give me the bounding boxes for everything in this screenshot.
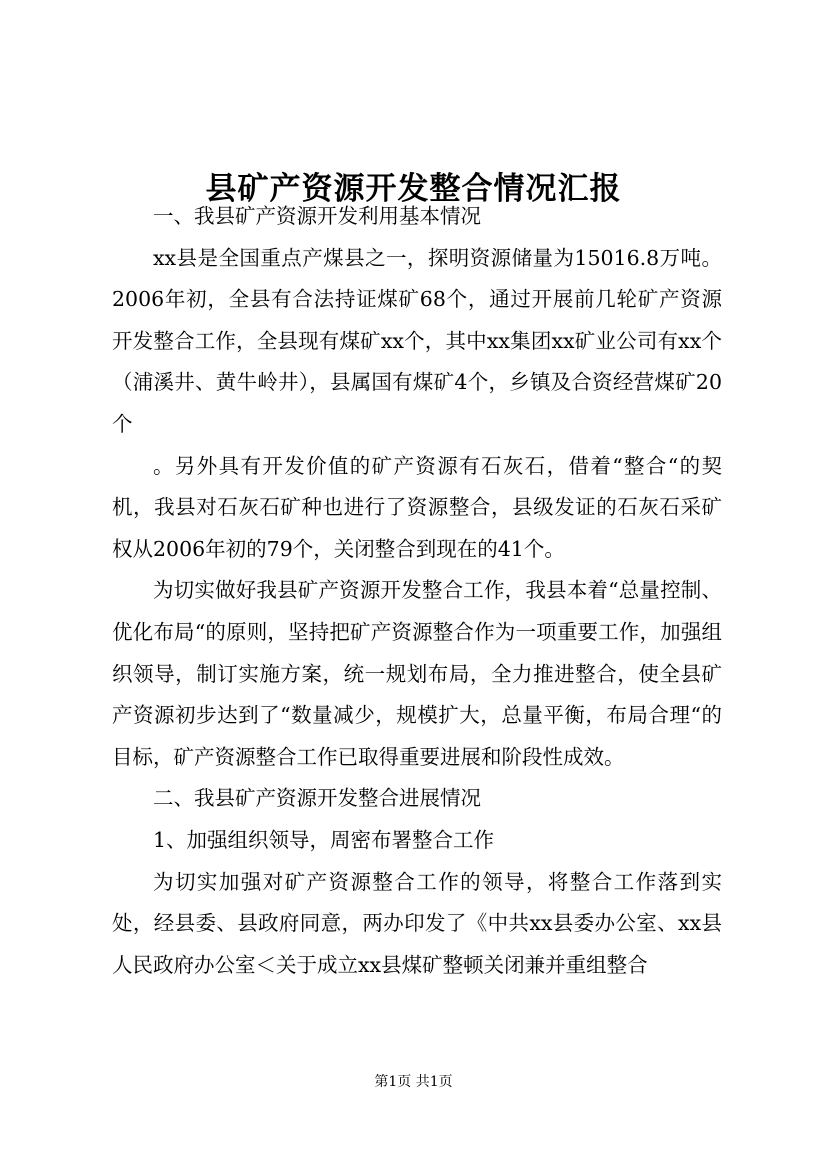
document-title: 县矿产资源开发整合情况汇报 bbox=[205, 170, 622, 207]
section-heading-1: 一、我县矿产资源开发利用基本情况 bbox=[153, 204, 481, 228]
paragraph-2: 。另外具有开发价值的矿产资源有石灰石，借着“整合“的契机，我县对石灰石矿种也进行了资源整合，县级发证的石灰石采矿权从2006年初的79个，关闭整合到现在的41个。 bbox=[112, 453, 722, 561]
paragraph-3: 为切实做好我县矿产资源开发整合工作，我县本着“总量控制、优化布局“的原则，坚持把矿产资源整合作为一项重要工作，加强组织领导，制订实施方案，统一规划布局，全力推进整合，使全县矿产资源初步达到了“数量减少，规模扩大，总量平衡，布局合理“的目标，矿产资源整合工作已取得重要进展和阶段性成效。 bbox=[112, 578, 722, 769]
document-body bbox=[112, 196, 722, 986]
page-number: 第1页 共1页 bbox=[374, 1074, 453, 1090]
subsection-heading-1: 1、加强组织领导，周密布署整合工作 bbox=[153, 827, 495, 852]
paragraph-4: 为切实加强对矿产资源整合工作的领导，将整合工作落到实处，经县委、县政府同意，两办印发了《中共xx县委办公室、xx县人民政府办公室＜关于成立xx县煤矿整顿关闭兼并重组整合 bbox=[112, 869, 722, 977]
paragraph-1: xx县是全国重点产煤县之一，探明资源储量为15016.8万吨。2006年初，全县有合法持证煤矿68个，通过开展前几轮矿产资源开发整合工作，全县现有煤矿xx个，其中xx集团xx矿业公司有xx个（浦溪井、黄牛岭井），县属国有煤矿4个，乡镇及合资经营煤矿20个 bbox=[112, 245, 722, 436]
section-heading-2: 二、我县矿产资源开发整合进展情况 bbox=[153, 786, 481, 811]
